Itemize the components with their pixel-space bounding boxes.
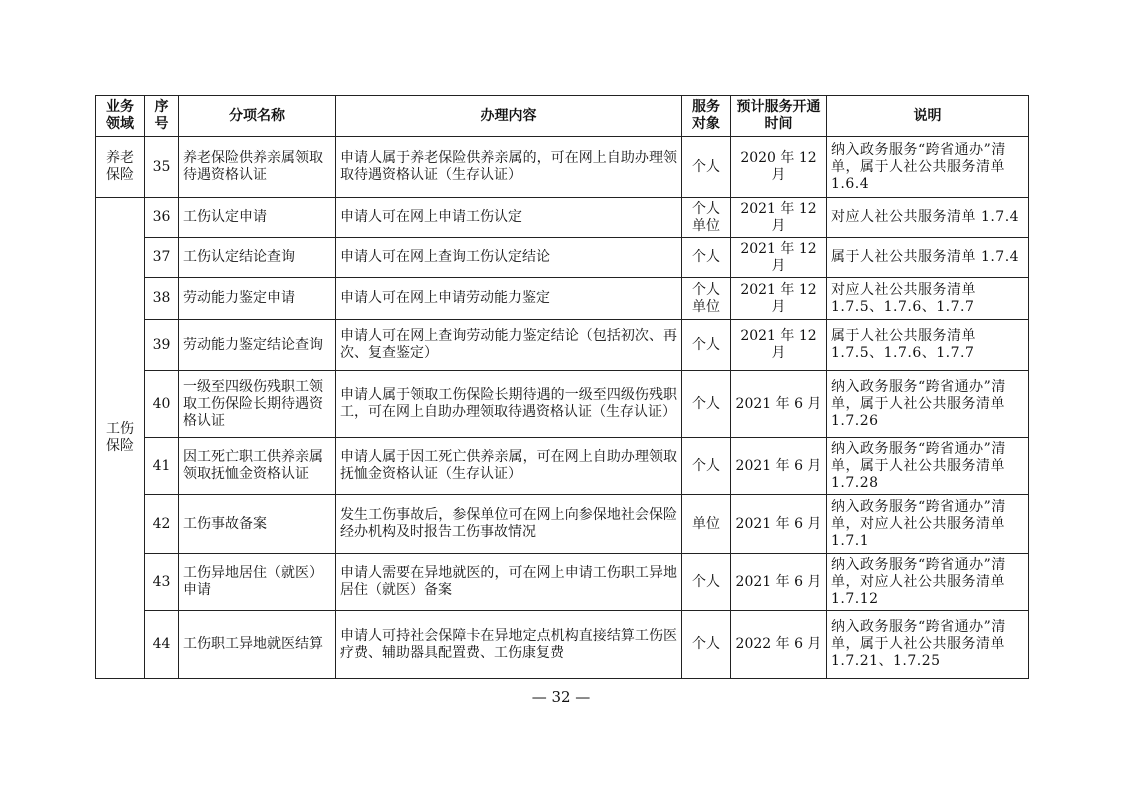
row-no: 36 [145,198,179,238]
row-item: 工伤异地居住（就医）申请 [179,554,336,611]
row-target: 个人单位 [682,278,731,320]
row-content: 申请人可持社会保障卡在异地定点机构直接结算工伤医疗费、辅助器具配置费、工伤康复费 [336,611,682,679]
row-target: 个人 [682,320,731,371]
row-time: 2021 年 12 月 [731,278,827,320]
row-time: 2021 年 6 月 [731,554,827,611]
header-no: 序号 [145,96,179,137]
row-content: 申请人需要在异地就医的，可在网上申请工伤职工异地居住（就医）备案 [336,554,682,611]
table-row [96,371,1029,438]
row-note: 属于人社公共服务清单 1.7.5、1.7.6、1.7.7 [827,320,1029,371]
row-no: 43 [145,554,179,611]
service-table [95,95,1029,679]
header-row [96,96,1029,137]
row-target: 个人 [682,438,731,495]
row-note: 对应人社公共服务清单 1.7.4 [827,198,1029,238]
header-time: 预计服务开通时间 [731,96,827,137]
header-content: 办理内容 [336,96,682,137]
row-item: 工伤认定结论查询 [179,238,336,278]
row-content: 申请人可在网上申请工伤认定 [336,198,682,238]
row-note: 对应人社公共服务清单 1.7.5、1.7.6、1.7.7 [827,278,1029,320]
table-row [96,137,1029,198]
table-row [96,198,1029,238]
row-item: 因工死亡职工供养亲属领取抚恤金资格认证 [179,438,336,495]
row-note: 属于人社公共服务清单 1.7.4 [827,238,1029,278]
header-field: 业务领域 [96,96,145,137]
row-item: 工伤认定申请 [179,198,336,238]
row-item: 劳动能力鉴定结论查询 [179,320,336,371]
table-row [96,611,1029,679]
row-item: 一级至四级伤残职工领取工伤保险长期待遇资格认证 [179,371,336,438]
table-row [96,495,1029,554]
row-time: 2021 年 6 月 [731,495,827,554]
row-no: 44 [145,611,179,679]
row-content: 申请人属于养老保险供养亲属的，可在网上自助办理领取待遇资格认证（生存认证） [336,137,682,198]
row-content: 申请人可在网上申请劳动能力鉴定 [336,278,682,320]
row-note: 纳入政务服务“跨省通办”清单，属于人社公共服务清单 1.7.21、1.7.25 [827,611,1029,679]
row-item: 劳动能力鉴定申请 [179,278,336,320]
table-row [96,238,1029,278]
row-target: 单位 [682,495,731,554]
header-target: 服务对象 [682,96,731,137]
row-no: 40 [145,371,179,438]
row-target: 个人 [682,554,731,611]
row-target: 个人 [682,238,731,278]
row-time: 2022 年 6 月 [731,611,827,679]
row-content: 发生工伤事故后，参保单位可在网上向参保地社会保险经办机构及时报告工伤事故情况 [336,495,682,554]
row-no: 41 [145,438,179,495]
row-note: 纳入政务服务“跨省通办”清单，对应人社公共服务清单 1.7.1 [827,495,1029,554]
row-no: 42 [145,495,179,554]
row-item: 养老保险供养亲属领取待遇资格认证 [179,137,336,198]
row-time: 2021 年 6 月 [731,438,827,495]
row-time: 2021 年 12 月 [731,238,827,278]
row-time: 2021 年 12 月 [731,320,827,371]
field-cell-injury: 工伤保险 [96,198,145,679]
row-item: 工伤职工异地就医结算 [179,611,336,679]
header-item: 分项名称 [179,96,336,137]
row-no: 39 [145,320,179,371]
row-content: 申请人可在网上查询劳动能力鉴定结论（包括初次、再次、复查鉴定） [336,320,682,371]
row-item: 工伤事故备案 [179,495,336,554]
row-target: 个人 [682,611,731,679]
row-target: 个人 [682,371,731,438]
row-content: 申请人属于领取工伤保险长期待遇的一级至四级伤残职工，可在网上自助办理领取待遇资格认证（生存认证） [336,371,682,438]
row-content: 申请人属于因工死亡供养亲属，可在网上自助办理领取抚恤金资格认证（生存认证） [336,438,682,495]
row-note: 纳入政务服务“跨省通办”清单，属于人社公共服务清单 1.6.4 [827,137,1029,198]
row-no: 35 [145,137,179,198]
table-row [96,320,1029,371]
row-time: 2020 年 12 月 [731,137,827,198]
row-content: 申请人可在网上查询工伤认定结论 [336,238,682,278]
row-no: 38 [145,278,179,320]
row-target: 个人 [682,137,731,198]
table-row [96,554,1029,611]
table-row [96,278,1029,320]
row-note: 纳入政务服务“跨省通办”清单，对应人社公共服务清单 1.7.12 [827,554,1029,611]
row-note: 纳入政务服务“跨省通办”清单，属于人社公共服务清单 1.7.26 [827,371,1029,438]
row-no: 37 [145,238,179,278]
row-time: 2021 年 6 月 [731,371,827,438]
header-note: 说明 [827,96,1029,137]
page-number: — 32 — [531,688,591,706]
row-note: 纳入政务服务“跨省通办”清单，属于人社公共服务清单 1.7.28 [827,438,1029,495]
table-row [96,438,1029,495]
row-target: 个人单位 [682,198,731,238]
row-time: 2021 年 12 月 [731,198,827,238]
field-cell-pension: 养老保险 [96,137,145,198]
